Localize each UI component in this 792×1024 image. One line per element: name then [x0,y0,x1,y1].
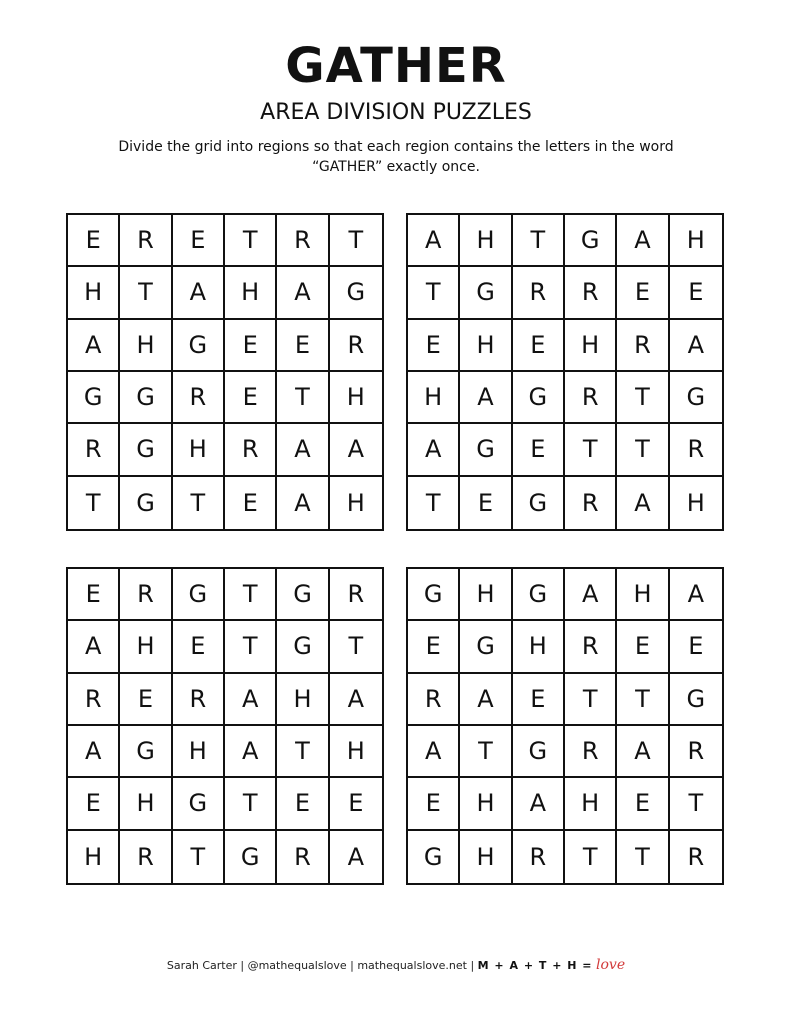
grid-cell: E [173,621,225,673]
grid-cell: G [670,372,722,424]
grid-cell: T [670,778,722,830]
grid-cell: T [617,424,669,476]
grid-cell: G [513,477,565,529]
grid-cell: T [330,215,382,267]
page-title: GATHER [285,38,507,94]
footer-love: love [596,957,626,973]
grid-cell: H [346,488,365,517]
footer-credits: Sarah Carter | @mathequalslove | mathequalslove.net | [166,959,475,972]
grid-cell: H [617,569,669,621]
grid-cell: G [120,424,172,476]
grid-cell: G [173,778,225,830]
grid-cell: A [670,320,722,372]
grid-cell: T [617,831,669,883]
grid-cell: E [120,674,172,726]
grid-cell: R [565,372,617,424]
grid-cell: E [225,372,277,424]
grid-cell: R [565,621,617,673]
grid-cell: G [408,569,460,621]
grid-cell: H [68,267,120,319]
grid-cell: A [68,320,120,372]
grid-cell: A [277,424,329,476]
grid-cell: T [225,569,277,621]
grid-cell: H [173,424,225,476]
grid-cell: E [68,778,120,830]
puzzle-grid-4 [406,567,724,885]
grid-cell: G [173,320,225,372]
grid-cell: E [408,621,460,673]
grid-cell: H [408,372,460,424]
grid-cell: H [565,320,617,372]
grid-cell: H [460,215,512,267]
grid-cell: G [330,267,382,319]
grid-cell: A [670,569,722,621]
grid-cell: T [565,674,617,726]
instructions: Divide the grid into regions so that each region contains the letters in the word “GATHER” exactly once. [118,139,674,175]
footer-brand: M + A + T + H = [477,959,593,972]
grid-cell: T [617,674,669,726]
grid-cell: A [408,215,460,267]
grid-cell: G [565,215,617,267]
page-subtitle: AREA DIVISION PUZZLES [260,100,532,125]
grid-cell: G [173,569,225,621]
grid-cell: A [225,674,277,726]
grid-cell: E [225,320,277,372]
grid-cell: R [513,267,565,319]
grid-cell: A [330,424,382,476]
grid-cell: A [347,842,365,871]
grid-cell: E [277,320,329,372]
grid-cell: T [408,267,460,319]
grid-cell: T [565,424,617,476]
grid-cell: E [617,267,669,319]
grid-cell: A [617,215,669,267]
grid-cell: R [330,320,382,372]
grid-cell: A [460,372,512,424]
grid-cell: H [120,621,172,673]
grid-cell: E [617,778,669,830]
grid-cell: A [68,726,120,778]
grid-cell: H [68,831,120,883]
grid-cell: T [120,267,172,319]
grid-cell: T [617,372,669,424]
grid-cell: T [513,215,565,267]
grid-cell: H [120,320,172,372]
grid-cell: G [460,424,512,476]
grid-cell: R [120,569,172,621]
grid-cell: A [173,267,225,319]
puzzle-grid-1 [66,213,384,531]
grid-cell: R [565,267,617,319]
grid-cell: H [565,778,617,830]
grid-cell: A [277,477,329,529]
grid-cell: H [120,778,172,830]
grid-cell: R [68,674,120,726]
grid-cell: E [460,477,512,529]
grid-cell: G [408,831,460,883]
grid-cell: R [687,842,705,871]
grid-cell: E [173,215,225,267]
grid-cell: A [330,674,382,726]
grid-cell: G [277,621,329,673]
grid-cell: E [225,477,277,529]
grid-cell: R [565,477,617,529]
grid-cell: A [408,424,460,476]
grid-cell: E [277,778,329,830]
grid-cell: T [330,621,382,673]
grid-cell: T [565,831,617,883]
grid-cell: H [686,488,705,517]
grid-cell: E [408,320,460,372]
grid-cell: E [513,674,565,726]
grid-cell: H [330,726,382,778]
grid-cell: T [460,726,512,778]
grid-cell: G [120,372,172,424]
grid-cell: H [330,372,382,424]
grid-cell: E [617,621,669,673]
grid-cell: A [460,674,512,726]
grid-cell: A [277,267,329,319]
footer [0,955,792,976]
grid-cell: E [68,215,120,267]
grid-cell: G [460,621,512,673]
puzzle-grid-2 [406,213,724,531]
grid-cell: T [225,778,277,830]
grid-cell: R [670,424,722,476]
grid-cell: R [408,674,460,726]
grid-cell: H [670,215,722,267]
grid-cell: G [513,372,565,424]
grid-cell: E [330,778,382,830]
grid-cell: E [68,569,120,621]
grid-cell: E [408,778,460,830]
grid-cell: T [225,621,277,673]
grid-cell: R [120,215,172,267]
grid-cell: R [617,320,669,372]
grid-cell: G [225,831,277,883]
grid-cell: G [513,569,565,621]
grid-cell: R [670,726,722,778]
grid-cell: R [565,726,617,778]
grid-cell: H [460,569,512,621]
grid-cell: R [277,215,329,267]
grid-cell: R [173,674,225,726]
grid-cell: G [513,726,565,778]
grid-cell: G [120,726,172,778]
grid-cell: A [68,621,120,673]
grid-cell: T [408,477,460,529]
grid-cell: A [408,726,460,778]
grid-cell: R [173,372,225,424]
grid-cell: H [460,778,512,830]
grid-cell: R [225,424,277,476]
grid-cell: H [225,267,277,319]
grid-cell: G [120,477,172,529]
grid-cell: T [277,726,329,778]
grid-cell: A [225,726,277,778]
grid-cell: T [225,215,277,267]
grid-cell: R [68,424,120,476]
grid-cell: A [617,477,669,529]
grid-cell: H [277,674,329,726]
grid-cell: E [670,621,722,673]
grid-cell: R [120,831,172,883]
grid-cell: R [513,831,565,883]
grid-cell: A [617,726,669,778]
grid-cell: R [330,569,382,621]
grid-cell: H [460,831,512,883]
grid-cell: T [68,477,120,529]
grid-cell: H [513,621,565,673]
grid-cell: G [670,674,722,726]
grid-cell: E [513,424,565,476]
grid-cell: T [173,477,225,529]
grid-cell: G [277,569,329,621]
grid-cell: A [513,778,565,830]
grid-cell: G [460,267,512,319]
grid-cell: E [513,320,565,372]
grid-cell: T [173,831,225,883]
grid-cell: H [460,320,512,372]
grid-cell: A [565,569,617,621]
grid-cell: E [670,267,722,319]
grid-cell: T [277,372,329,424]
grid-cell: H [173,726,225,778]
grid-cell: R [277,831,329,883]
puzzle-grid-3 [66,567,384,885]
grid-cell: G [68,372,120,424]
